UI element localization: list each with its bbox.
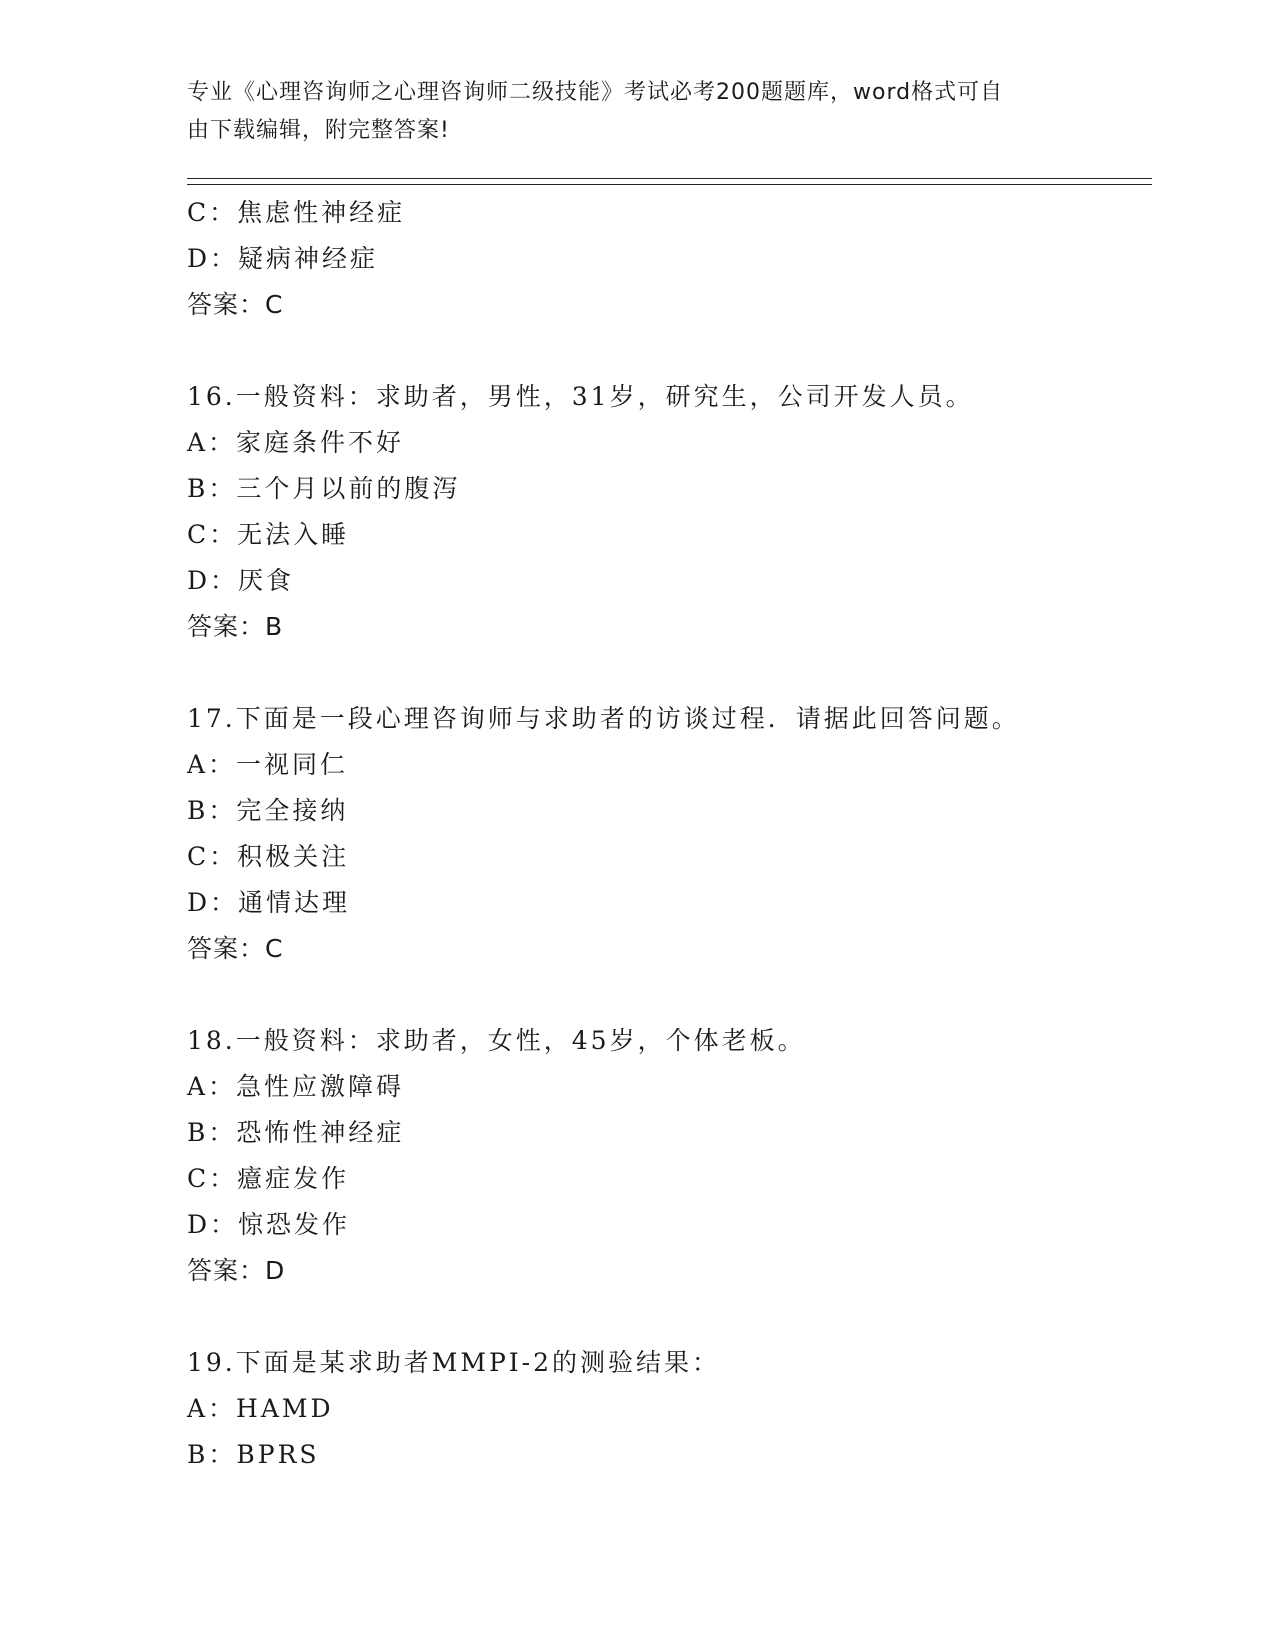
option-a: A：急性应激障碍 <box>187 1072 405 1101</box>
question-stem: 18.一般资料：求助者，女性，45岁，个体老板。 <box>187 1026 806 1055</box>
answer-line: 答案：D <box>187 1256 286 1285</box>
option-c: C：积极关注 <box>187 842 350 871</box>
question-list <box>187 190 1147 1478</box>
spacer <box>187 972 1147 1018</box>
option-b: B：完全接纳 <box>187 796 349 825</box>
option-a: A：HAMD <box>187 1394 334 1423</box>
option-d: D：惊恐发作 <box>187 1210 351 1239</box>
option-a: A：家庭条件不好 <box>187 428 405 457</box>
header-divider-bottom <box>187 184 1152 185</box>
option-b: B：恐怖性神经症 <box>187 1118 405 1147</box>
question-stem: 17.下面是一段心理咨询师与求助者的访谈过程．请据此回答问题。 <box>187 704 1020 733</box>
document-header <box>187 74 1067 150</box>
option-c: C：癔症发作 <box>187 1164 350 1193</box>
option-c: C：无法入睡 <box>187 520 350 549</box>
spacer <box>187 1294 1147 1340</box>
option-d: D：厌食 <box>187 566 295 595</box>
answer-line: 答案：C <box>187 934 284 963</box>
spacer <box>187 650 1147 696</box>
question-stem: 19.下面是某求助者MMPI-2的测验结果： <box>187 1348 721 1377</box>
answer-line: 答案：C <box>187 290 284 319</box>
option-a: A：一视同仁 <box>187 750 349 779</box>
header-divider-top <box>187 178 1152 179</box>
answer-line: 答案：B <box>187 612 284 641</box>
spacer <box>187 328 1147 374</box>
header-line-2: 由下载编辑，附完整答案! <box>187 118 450 143</box>
option-b: B：BPRS <box>187 1440 320 1469</box>
option-d: D：疑病神经症 <box>187 244 379 273</box>
option-d: D：通情达理 <box>187 888 351 917</box>
option-b: B：三个月以前的腹泻 <box>187 474 461 503</box>
header-line-1: 专业《心理咨询师之心理咨询师二级技能》考试必考200题题库，word格式可自 <box>187 80 1004 105</box>
option-c: C：焦虑性神经症 <box>187 198 406 227</box>
question-stem: 16.一般资料：求助者，男性，31岁，研究生，公司开发人员。 <box>187 382 974 411</box>
